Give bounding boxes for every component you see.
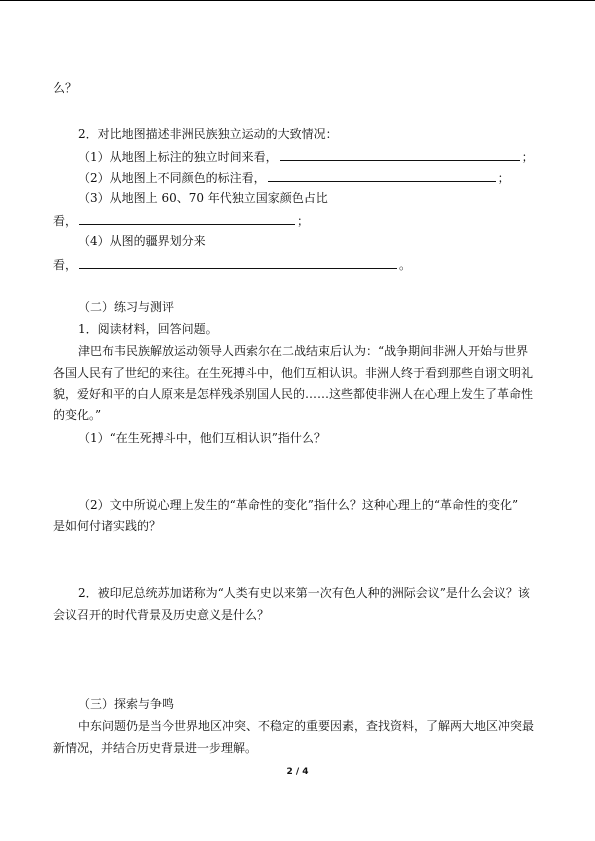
sub-question-continued: 是如何付诸实践的？ <box>53 519 162 533</box>
answer-blank[interactable] <box>280 148 520 161</box>
text: 看， <box>53 214 78 228</box>
paragraph-line: 津巴布韦民族解放运动领导人西索尔在二战结束后认为：“战争期间非洲人开始与世界 <box>78 344 529 358</box>
sub-question: （2）文中所说心理上发生的“革命性的变化”指什么？这种心理上的“革命性的变化” <box>78 498 519 512</box>
punctuation: ； <box>497 171 510 185</box>
section-heading-explore: （三）探索与争鸣 <box>78 697 175 711</box>
section-heading-practice: （二）练习与测评 <box>78 300 175 314</box>
question-heading: 2．对比地图描述非洲民族独立运动的大致情况： <box>78 127 338 141</box>
paragraph-line: 貌，爱好和平的白人原来是怎样残杀别国人民的……这些都使非洲人在心理上发生了革命性 <box>53 387 534 401</box>
answer-blank[interactable] <box>79 256 397 269</box>
sub-question-1 <box>78 148 534 165</box>
text-line: 么？ <box>53 81 78 95</box>
punctuation: ； <box>297 214 310 228</box>
paragraph-line: 中东问题仍是当今世界地区冲突、不稳定的重要因素，查找资料，了解两大地区冲突最 <box>78 719 535 733</box>
question-heading: 1．阅读材料，回答问题。 <box>78 322 218 336</box>
sub-question-3-continued <box>53 212 309 229</box>
sub-question-2-text: （2）从地图上不同颜色的标注看， <box>78 171 266 185</box>
question-heading: 2．被印尼总统苏加诺称为“人类有史以来第一次有色人种的洲际会议”是什么会议？该 <box>78 586 530 600</box>
answer-blank[interactable] <box>268 169 496 182</box>
paragraph-line: 新情况，并结合历史背景进一步理解。 <box>53 741 258 755</box>
sub-question: （1）“在生死搏斗中，他们互相认识”指什么？ <box>78 431 326 445</box>
paragraph-line: 的变化。” <box>53 408 102 422</box>
question-continued: 会议召开的时代背景及历史意义是什么？ <box>53 608 270 622</box>
text: 看， <box>53 258 78 272</box>
sub-question-2 <box>78 169 510 186</box>
punctuation: ； <box>521 150 534 164</box>
sub-question-3: （3）从地图上 60、70 年代独立国家颜色占比 <box>78 191 328 205</box>
top-rule <box>0 0 595 1</box>
paragraph-line: 各国人民有了世纪的来往。在生死搏斗中，他们互相认识。非洲人终于看到那些自诩文明礼 <box>53 366 534 380</box>
page-number: 2 / 4 <box>286 767 309 777</box>
sub-question-1-text: （1）从地图上标注的独立时间来看， <box>78 150 278 164</box>
sub-question-4-continued <box>53 256 411 273</box>
sub-question-4: （4）从图的疆界划分来 <box>78 234 206 248</box>
punctuation: 。 <box>399 258 412 272</box>
answer-blank[interactable] <box>79 212 295 225</box>
